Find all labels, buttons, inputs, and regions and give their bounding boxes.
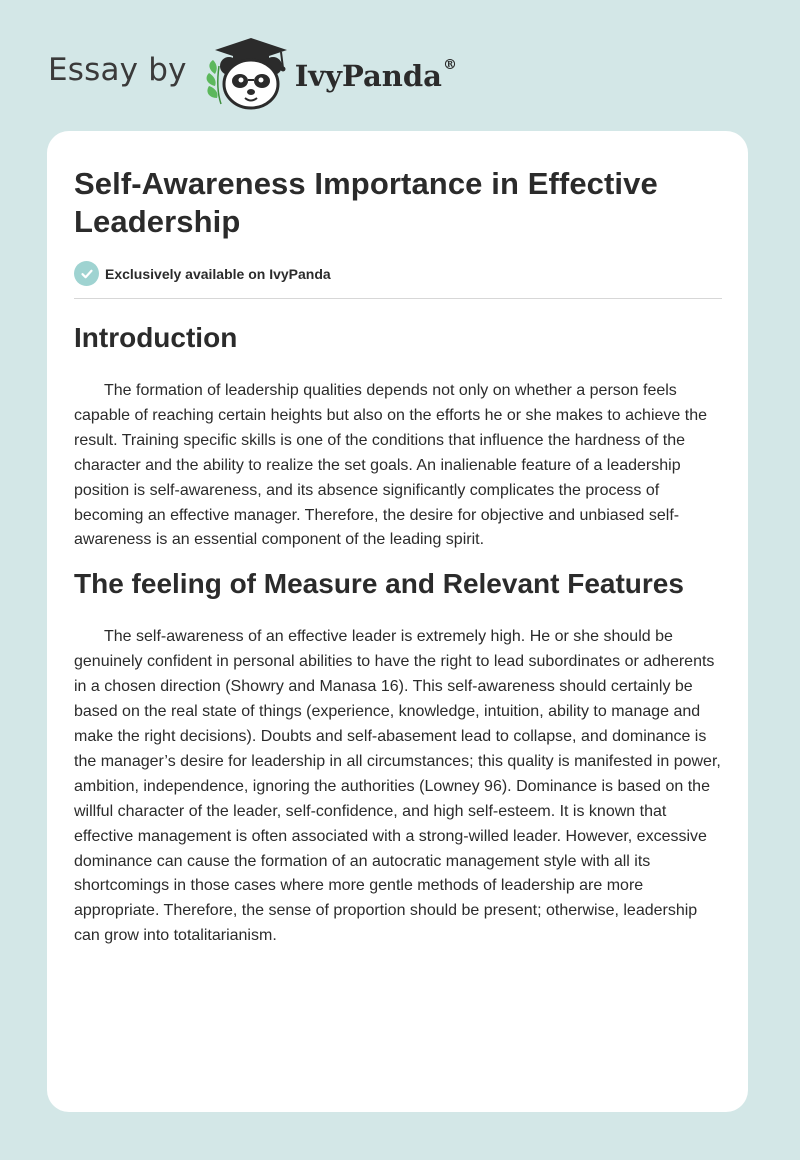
ivy-leaf-icon <box>206 60 220 104</box>
exclusive-badge <box>74 261 722 286</box>
section-heading-measure: The feeling of Measure and Relevant Features <box>74 568 684 600</box>
brand-label: IvyPanda <box>294 59 442 93</box>
site-header <box>48 34 457 114</box>
panda-graduate-icon[interactable] <box>201 36 289 112</box>
section-paragraph-introduction: The formation of leadership qualities depends not only on whether a person feels capable of reaching certain heights but also on the efforts he or she makes to achieve the result. Training specific skills is one of the conditions that influence the hardness of the character and the ability to realize the set goals. An inalienable feature of a leadership position is self-awareness, and its absence significantly complicates the process of becoming an effective manager. Therefore, the desire for objective and unbiased self-awareness is an essential component of the leading spirit. <box>74 382 707 549</box>
page-title: Self-Awareness Importance in Effective Leadership <box>74 166 658 239</box>
section-heading-introduction: Introduction <box>74 322 238 353</box>
brand-name[interactable] <box>295 59 457 93</box>
badge-label: Exclusively available on IvyPanda <box>105 265 331 282</box>
section-paragraph-measure: The self-awareness of an effective leader is extremely high. He or she should be genuinely confident in personal abilities to have the right to lead subordinates or adherents in a chosen direction (Showry and Manasa 16). This self-awareness should certainly be based on the real state of things (experience, knowledge, intuition, ability to manage and make the right decisions). Doubts and self-abasement lead to collapse, and dominance is the manager’s desire for leadership in all circumstances; this quality is manifested in power, ambition, independence, ignoring the authorities (Lowney 96). Dominance is based on the willful character of the leader, self-confidence, and high self-esteem. It is known that effective management is often associated with a strong-willed leader. However, excessive dominance can cause the formation of an autocratic management style with all its shortcomings in those cases where more gentle methods of leadership are more appropriate. Therefore, the sense of proportion should be present; otherwise, leadership can grow into totalitarianism. <box>74 628 721 945</box>
divider <box>74 298 722 299</box>
essay-by-label: Essay by <box>48 52 187 88</box>
check-icon <box>74 261 99 286</box>
registered-mark: ® <box>442 57 457 73</box>
essay-card <box>47 131 748 1112</box>
